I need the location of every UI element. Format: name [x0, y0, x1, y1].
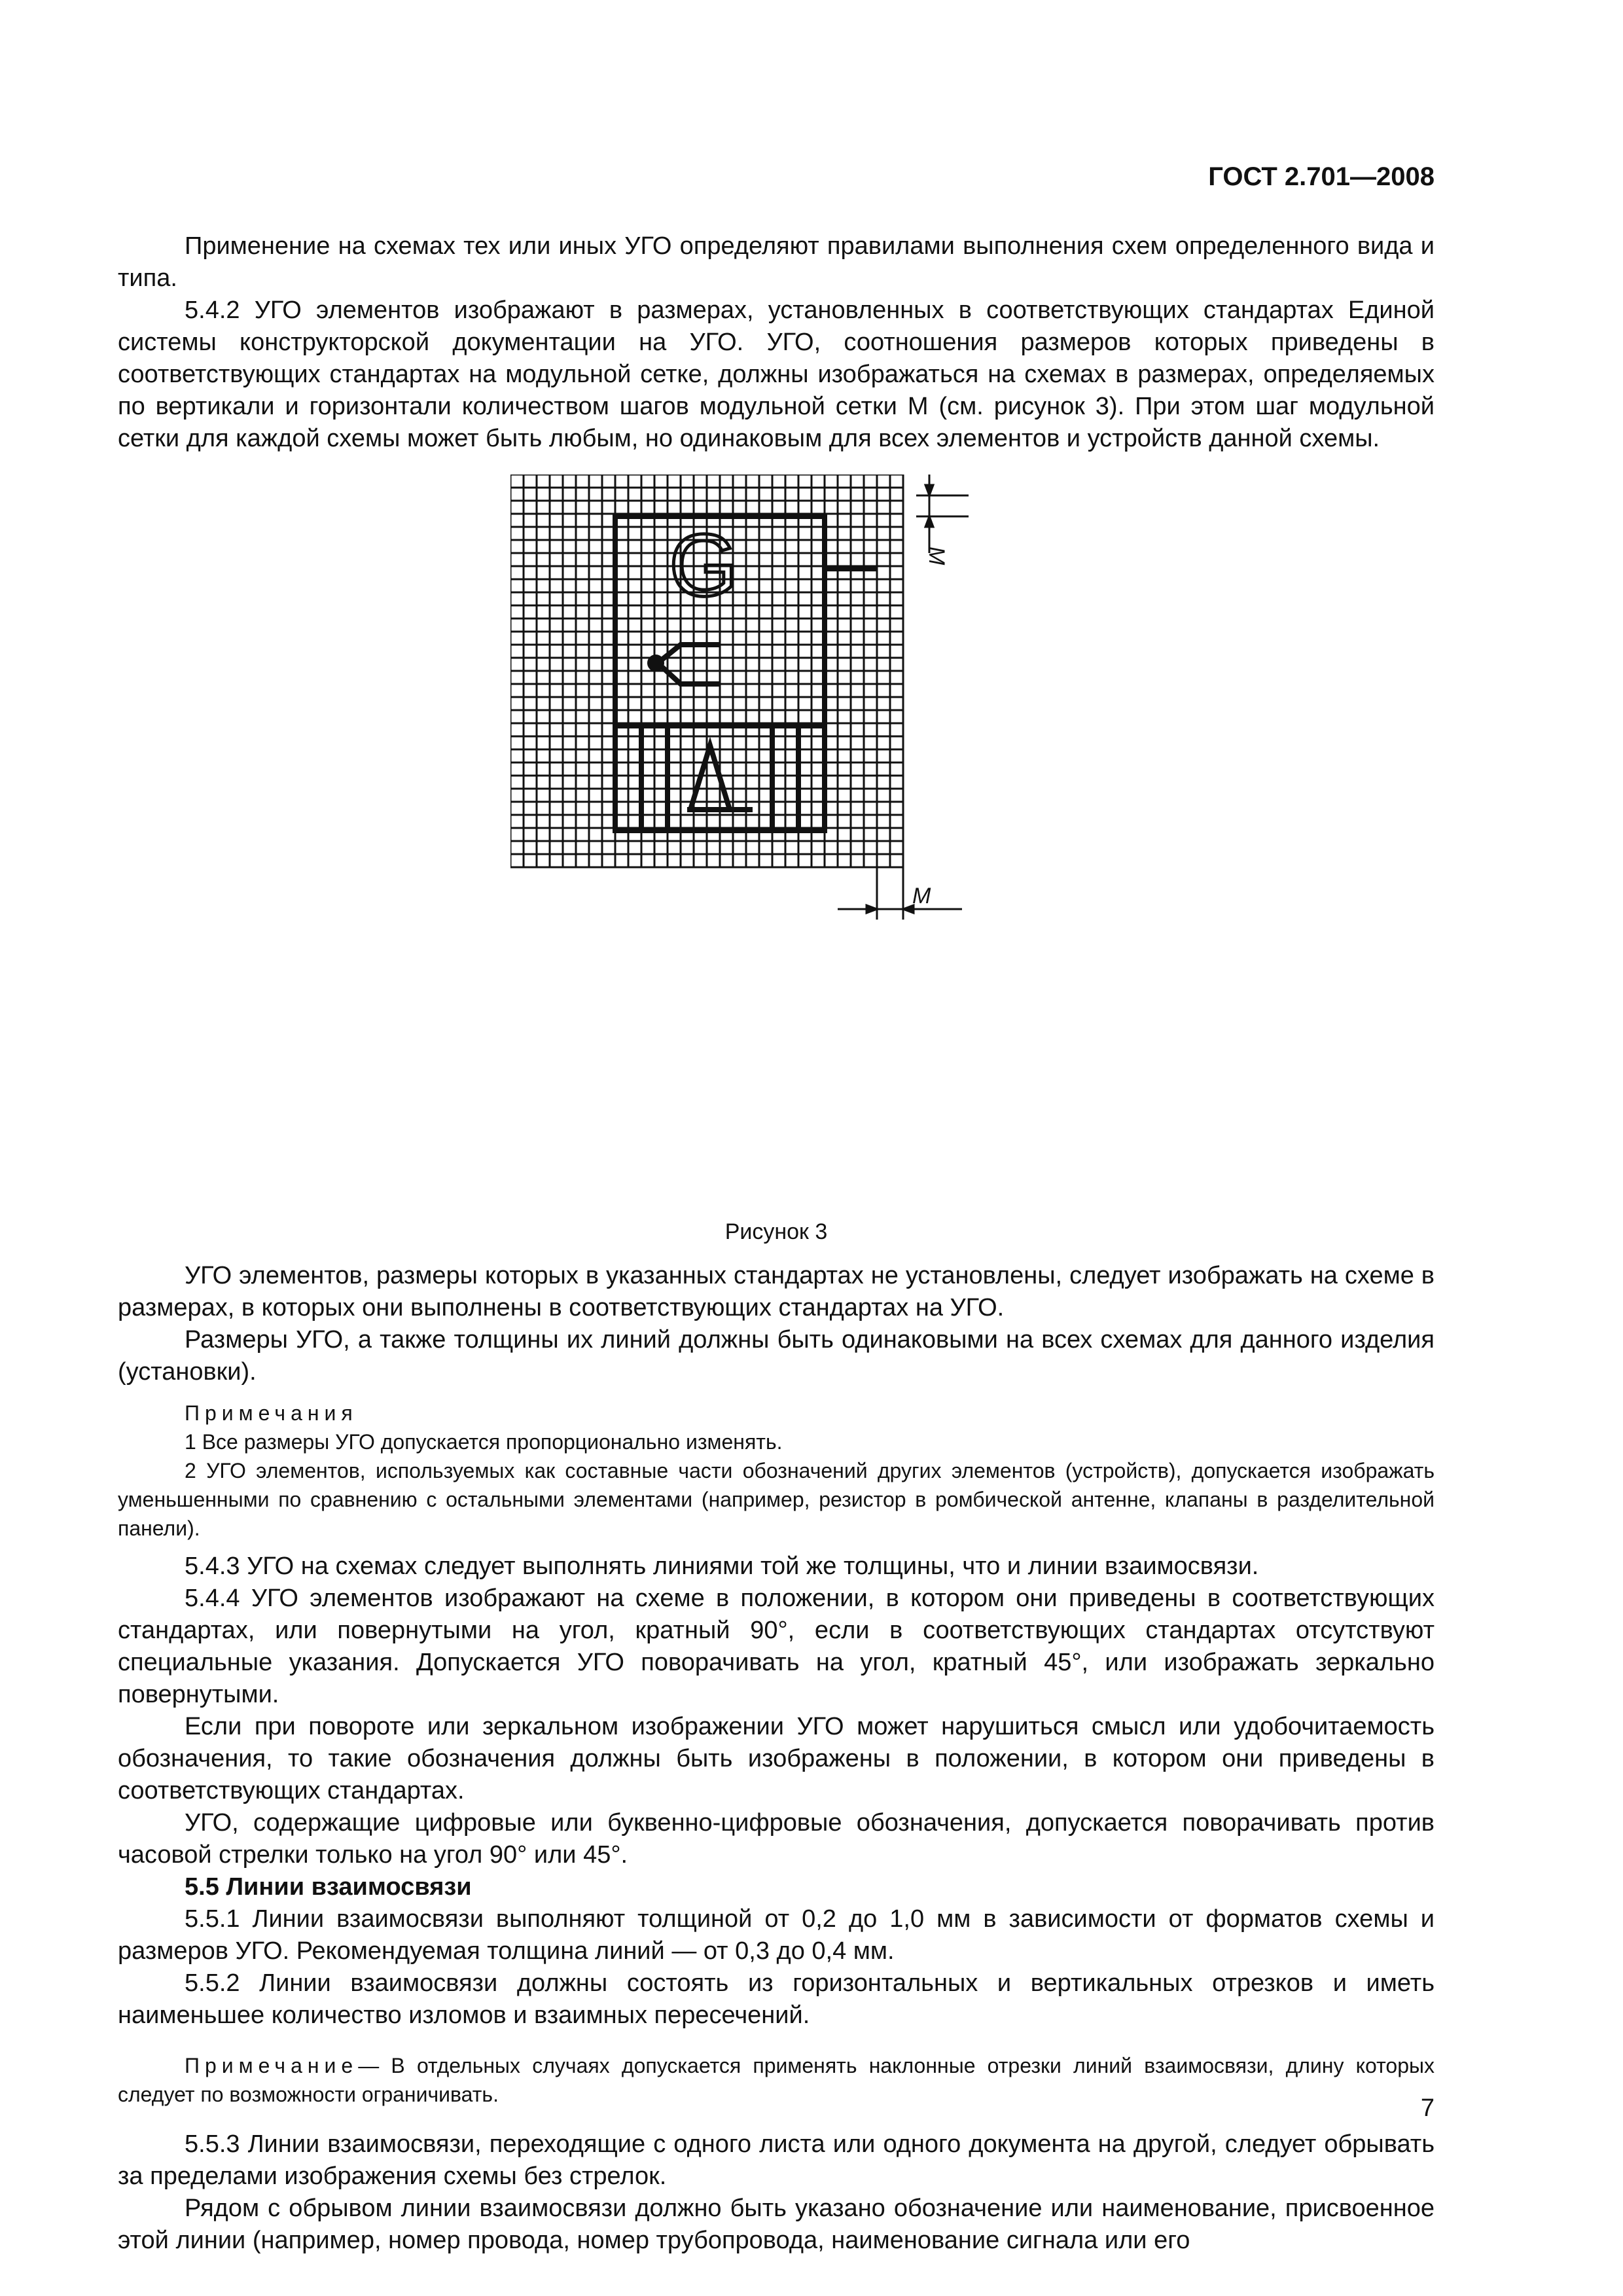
- note-item: 2 УГО элементов, используемых как составные части обозначений других элементов (устройств), допускается изображать уменьшенными по сравнению с остальными элементами (например, резистор в ромбической антенне, клапаны в разделительной панели).: [118, 1459, 1435, 1540]
- note-item: 1 Все размеры УГО допускается пропорционально изменять.: [185, 1430, 783, 1454]
- note-text: — В отдельных случаях допускается применять наклонные отрезки линий взаимосвязи, длину которых следует по возможности ограничивать.: [118, 2054, 1435, 2106]
- page-number: 7: [1420, 2094, 1435, 2122]
- paragraph: Если при повороте или зеркальном изображении УГО может нарушиться смысл или удобочитаемость обозначения, то такие обозначения должны быть изображены в положении, в котором они приведены в соответствующих стандартах.: [118, 1713, 1435, 1804]
- paragraph: УГО элементов, размеры которых в указанных стандартах не установлены, следует изображать на схеме в размерах, в которых они выполнены в соответствующих стандартах на УГО.: [118, 1262, 1435, 1321]
- figure-3: [118, 475, 1435, 1260]
- document-header: ГОСТ 2.701—2008: [1208, 162, 1435, 191]
- figure-caption: Рисунок 3: [724, 1219, 828, 1244]
- notes-title: Примечания: [185, 1401, 358, 1425]
- paragraph: 5.5.1 Линии взаимосвязи выполняют толщиной от 0,2 до 1,0 мм в зависимости от форматов схемы и размеров УГО. Рекомендуемая толщина линий — от 0,3 до 0,4 мм.: [118, 1905, 1435, 1965]
- page-content: [118, 230, 1435, 2257]
- paragraph: 5.4.3 УГО на схемах следует выполнять линиями той же толщины, что и линии взаимосвязи.: [185, 1552, 1259, 1580]
- paragraph: 5.5.3 Линии взаимосвязи, переходящие с одного листа или одного документа на другой, следует обрывать за пределами изображения схемы без стрелок.: [118, 2130, 1435, 2190]
- m-label-right: М: [924, 547, 949, 565]
- paragraph: Применение на схемах тех или иных УГО определяют правилами выполнения схем определенного вида и типа.: [118, 232, 1435, 292]
- paragraph: Размеры УГО, а также толщины их линий должны быть одинаковыми на всех схемах для данного изделия (установки).: [118, 1326, 1435, 1386]
- section-heading: 5.5 Линии взаимосвязи: [185, 1873, 472, 1901]
- paragraph: 5.4.2 УГО элементов изображают в размерах, установленных в соответствующих стандартах Единой системы конструкторской документации на УГО. УГО, соотношения размеров которых приведены в соответствующих стандартах на модульной сетке, должны изображаться на схемах в размерах, определяемых по вертикали и горизонтали количеством шагов модульной сетки М (см. рисунок 3). При этом шаг модульной сетки для каждой схемы может быть любым, но одинаковым для всех элементов и устройств данной схемы.: [118, 296, 1435, 452]
- input-dot: [647, 655, 664, 672]
- m-label-bottom: М: [912, 884, 931, 908]
- note-block: [118, 2051, 1435, 2109]
- paragraph: 5.5.2 Линии взаимосвязи должны состоять из горизонтальных и вертикальных отрезков и иметь наименьшее количество изломов и взаимных пересечений.: [118, 1969, 1435, 2029]
- paragraph: УГО, содержащие цифровые или буквенно-цифровые обозначения, допускается поворачивать против часовой стрелки только на угол 90° или 45°.: [118, 1809, 1435, 1869]
- symbol-letter: G: [669, 516, 738, 615]
- notes-block: [118, 1399, 1435, 1543]
- note-title: Примечание: [185, 2054, 359, 2077]
- modular-grid-diagram: [510, 475, 1021, 933]
- paragraph: Рядом с обрывом линии взаимосвязи должно быть указано обозначение или наименование, присвоенное этой линии (например, номер провода, номер трубопровода, наименование сигнала или его: [118, 2195, 1435, 2254]
- paragraph: 5.4.4 УГО элементов изображают на схеме в положении, в котором они приведены в соответствующих стандартах, или повернутыми на угол, кратный 90°, если в соответствующих стандартах отсутствуют специальные указания. Допускается УГО поворачивать на угол, кратный 45°, или изображать зеркально повернутыми.: [118, 1585, 1435, 1708]
